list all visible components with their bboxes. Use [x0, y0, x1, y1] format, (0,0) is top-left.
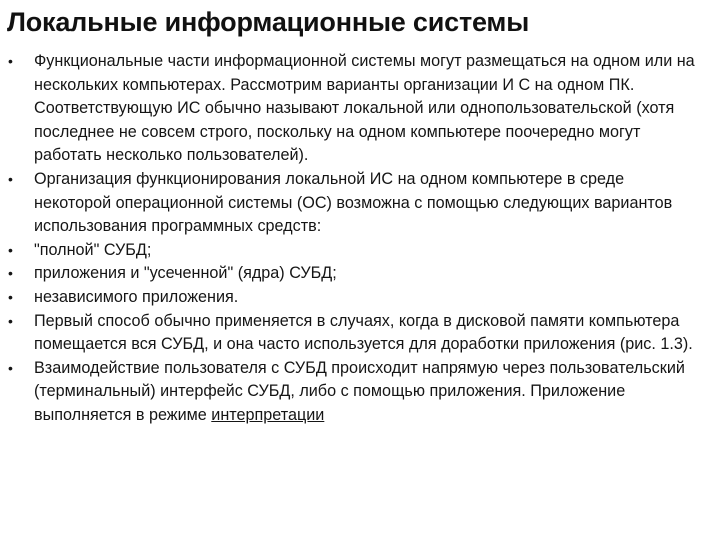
- bullet-item: [0, 239, 700, 263]
- bullet-marker: •: [8, 170, 13, 187]
- bullet-text: Первый способ обычно применяется в случаях, когда в дисковой памяти компьютера помещается вся СУБД, и она часто используется для доработки приложения (рис. 1.3).: [34, 311, 693, 354]
- bullet-marker: •: [8, 288, 13, 305]
- bullet-item: [0, 50, 700, 168]
- bullet-marker: •: [8, 241, 13, 258]
- bullet-text: независимого приложения.: [34, 287, 239, 306]
- bullet-list: [0, 50, 700, 428]
- bullet-marker: •: [8, 359, 13, 376]
- bullet-item: [0, 168, 700, 239]
- bullet-item: [0, 286, 700, 310]
- bullet-item: [0, 310, 700, 357]
- bullet-text: Взаимодействие пользователя с СУБД происходит напрямую через пользовательский (терминальный) интерфейс СУБД, либо с помощью приложения. Приложение выполняется в режиме: [34, 358, 685, 424]
- bullet-item: [0, 357, 700, 428]
- bullet-text: приложения и "усеченной" (ядра) СУБД;: [34, 264, 337, 283]
- bullet-text: Организация функционирования локальной ИС на одном компьютере в среде некоторой операционной системы (ОС) возможна с помощью следующих вариантов использования программных средств:: [34, 169, 673, 236]
- bullet-marker: •: [8, 53, 13, 69]
- bullet-marker: •: [8, 312, 13, 329]
- bullet-item: [0, 262, 700, 286]
- interpretation-link[interactable]: интерпретации: [211, 405, 325, 424]
- bullet-text: Функциональные части информационной системы могут размещаться на одном или на нескольких компьютерах. Рассмотрим варианты организации И С на одном ПК. Соответствующую ИС обычно называют локальной или однопользовательской (хотя последнее не совсем строго, поскольку на одном компьютере поочередно могут работать несколько пользователей).: [34, 52, 695, 165]
- bullet-text: "полной" СУБД;: [34, 240, 152, 259]
- bullet-marker: •: [8, 265, 13, 282]
- slide-title: Локальные информационные системы: [7, 7, 530, 37]
